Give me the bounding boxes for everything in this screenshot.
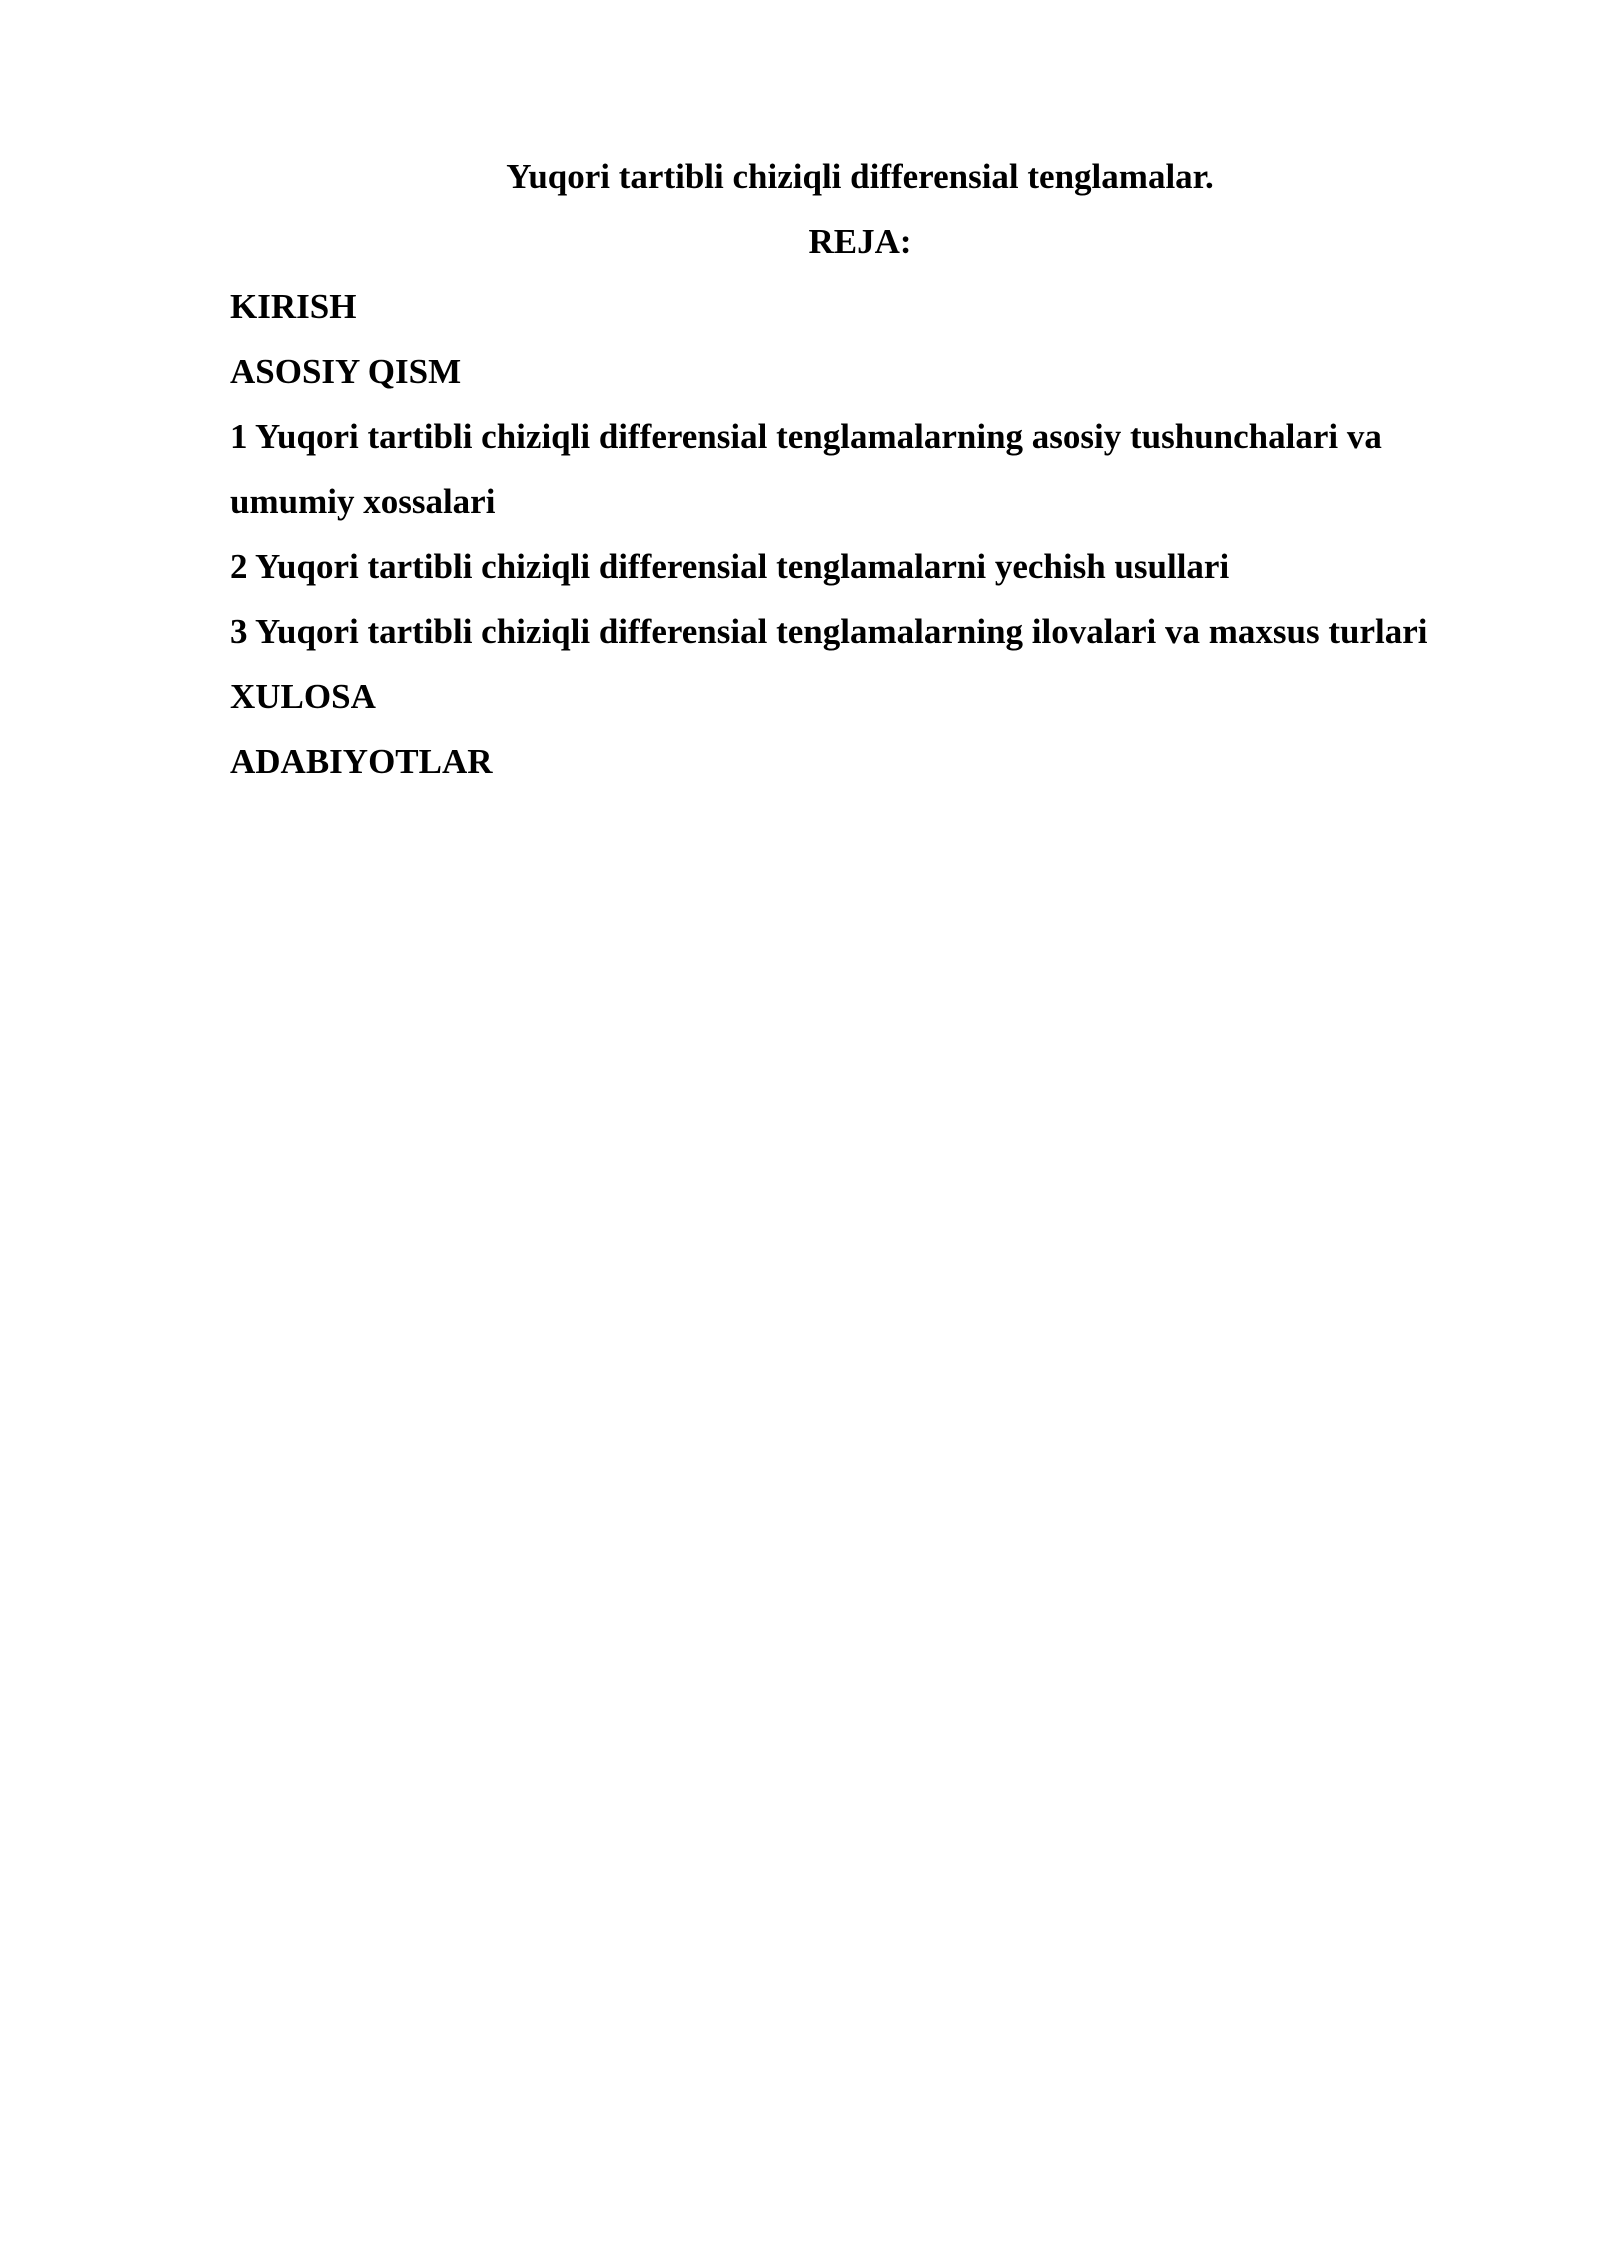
plan-item-section-3: 3 Yuqori tartibli chiziqli differensial tenglamalarning ilovalari va maxsus turlari <box>230 612 1428 651</box>
plan-item-references: ADABIYOTLAR <box>230 742 493 781</box>
plan-item-introduction: KIRISH <box>230 287 357 326</box>
plan-heading: REJA: <box>808 222 912 261</box>
document-content <box>230 144 1490 794</box>
plan-list <box>230 274 1490 794</box>
plan-item-main-part: ASOSIY QISM <box>230 352 462 391</box>
document-title: Yuqori tartibli chiziqli differensial tenglamalar. <box>506 157 1214 196</box>
plan-item-section-2: 2 Yuqori tartibli chiziqli differensial tenglamalarni yechish usullari <box>230 547 1230 586</box>
plan-item-conclusion: XULOSA <box>230 677 376 716</box>
plan-item-section-1: 1 Yuqori tartibli chiziqli differensial tenglamalarning asosiy tushunchalari va umumiy xossalari <box>230 417 1382 521</box>
